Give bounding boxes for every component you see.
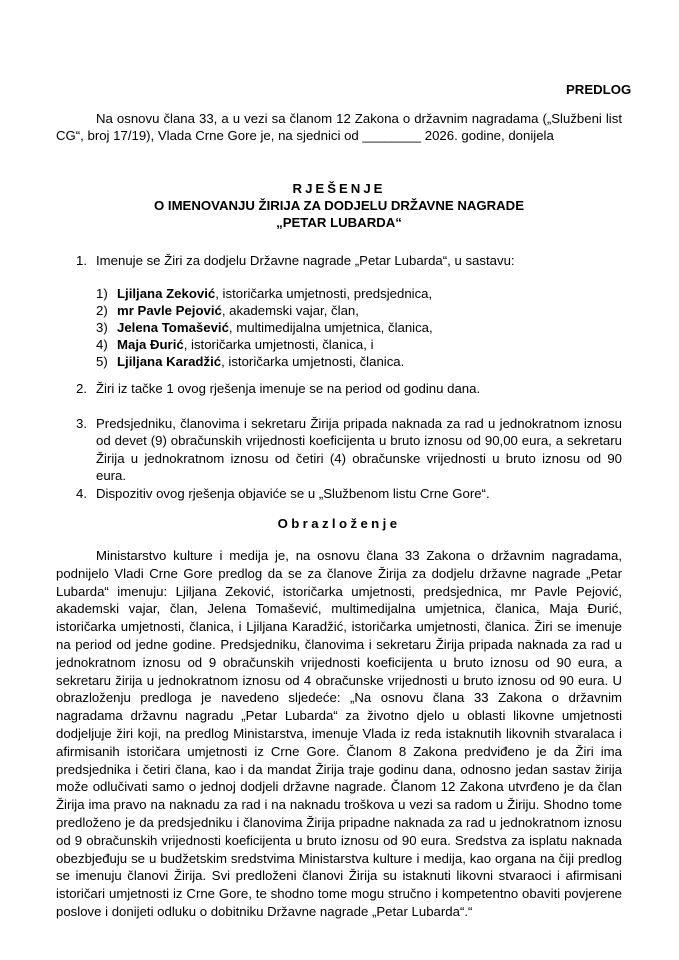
member-name: Jelena Tomašević	[117, 320, 229, 335]
list-item	[76, 252, 622, 269]
jury-member	[96, 303, 616, 319]
member-number: 2)	[96, 303, 108, 318]
item-number: 3.	[76, 416, 87, 431]
jury-member	[96, 354, 616, 370]
member-name: Ljiljana Karadžić	[117, 354, 222, 369]
member-role: , istoričarka umjetnosti, članica.	[221, 354, 405, 369]
decision-subtitle: O IMENOVANJU ŽIRIJA ZA DODJELU DRŽAVNE NAGRADE	[153, 198, 524, 213]
award-name: „PETAR LUBARDA“	[276, 215, 402, 230]
list-item	[76, 485, 622, 502]
jury-member	[96, 320, 616, 336]
member-role: , istoričarka umjetnosti, predsjednica,	[215, 286, 433, 301]
jury-member	[96, 337, 616, 353]
member-role: , akademski vajar, član,	[221, 303, 359, 318]
item-number: 4.	[76, 486, 87, 501]
jury-member	[96, 286, 616, 302]
member-number: 4)	[96, 337, 108, 352]
member-name: mr Pavle Pejović	[117, 303, 222, 318]
member-role: , istoričarka umjetnosti, članica, i	[183, 337, 374, 352]
item-number: 2.	[76, 381, 87, 396]
item-text: Žiri iz tačke 1 ovog rješenja imenuje se na period od godinu dana.	[96, 381, 481, 396]
member-number: 1)	[96, 286, 108, 301]
list-item	[76, 415, 622, 485]
explanation-paragraph: Ministarstvo kulture i medija je, na osnovu člana 33 Zakona o državnim nagradama, podnijelo Vladi Crne Gore predlog da se za članove Žirija za dodjelu državne nagrade „Petar Lubarda“ imenuju: Ljiljana Zeković, istoričarka umjetnosti, predsjednica, mr Pavle Pejović, akademski vajar, član, Jelena Tomašević, multimedijalna umjetnica, članica, Maja Đurić, istoričarka umjetnosti, članica, i Ljiljana Karadžić, istoričarka umjetnosti, članica. Žiri se imenuje na period od jedne godine. Predsjedniku, članovima i sekretaru Žirija pripada naknada za rad u jednokratnom iznosu od 9 obračunskih vrijednosti koeficijenta u bruto iznosu od 90 eura, a sekretaru žirija u jednokratnom iznosu od 4 obračunske vrijednosti u bruto iznosu od 90 eura. U obrazloženju predloga je navedeno sljedeće: „Na osnovu člana 33 Zakona o državnim nagradama državnu nagradu „Petar Lubarda“ za životno djelo u oblasti likovne umjetnosti dodjeljuje žiri koji, na predlog Ministarstva, imenuje Vlada iz reda istaknutih likovnih stvaralaca i afirmisanih istoričara umjetnosti iz Crne Gore. Članom 8 Zakona predviđeno je da Žiri ima predsjednika i četiri člana, kao i da mandat Žirija traje godinu dana, odnosno jedan sastav žirija može odlučivati samo o jednoj dodjeli državne nagrade. Članom 12 Zakona utvrđeno je da član Žirija ima pravo na naknadu za rad i na naknadu troškova u vezi sa radom u Žiriju. Shodno tome predloženo je da predsjedniku i članovima Žirija pripadne naknada za rad u jednokratnom iznosu od 9 obračunskih vrijednosti koeficijenta u bruto iznosu od 90 eura. Sredstva za isplatu naknada obezbjeđuju se u budžetskim sredstvima Ministarstva kulture i medija, kao organa na čiji predlog se imenuju članovi Žirija. Svi predloženi članovi Žirija su istaknuti likovni stvaraoci i afirmisani istoričari umjetnosti iz Crne Gore, te shodno tome mogu stručno i kompetentno obaviti povjerene poslove i donijeti odluku o dobitniku Državne nagrade „Petar Lubarda“.“	[56, 548, 622, 919]
proposal-label: PREDLOG	[566, 82, 632, 97]
item-text: Dispozitiv ovog rješenja objaviće se u „Službenom listu Crne Gore“.	[96, 486, 490, 501]
member-number: 5)	[96, 354, 108, 369]
list-item	[76, 380, 622, 397]
member-number: 3)	[96, 320, 108, 335]
member-name: Ljiljana Zeković	[117, 286, 216, 301]
item-number: 1.	[76, 253, 87, 268]
explanation-heading: Obrazloženje	[277, 516, 401, 531]
intro-paragraph: Na osnovu člana 33, a u vezi sa članom 12 Zakona o državnim nagradama („Službeni list CG“, broj 17/19), Vlada Crne Gore je, na sjednici od ________ 2026. godine, donijela	[56, 111, 622, 144]
decision-title: RJEŠENJE	[292, 181, 386, 196]
member-name: Maja Đurić	[117, 337, 184, 352]
item-text: Imenuje se Žiri za dodjelu Državne nagrade „Petar Lubarda“, u sastavu:	[96, 253, 515, 268]
item-text: Predsjedniku, članovima i sekretaru Žirija pripada naknada za rad u jednokratnom iznosu od devet (9) obračunskih vrijednosti koeficijenta u bruto iznosu od 90,00 eura, a sekretaru Žirija u jednokratnom iznosu od četiri (4) obračunske vrijednosti u bruto iznosu od 90 eura.	[96, 416, 622, 484]
member-role: , multimedijalna umjetnica, članica,	[228, 320, 433, 335]
